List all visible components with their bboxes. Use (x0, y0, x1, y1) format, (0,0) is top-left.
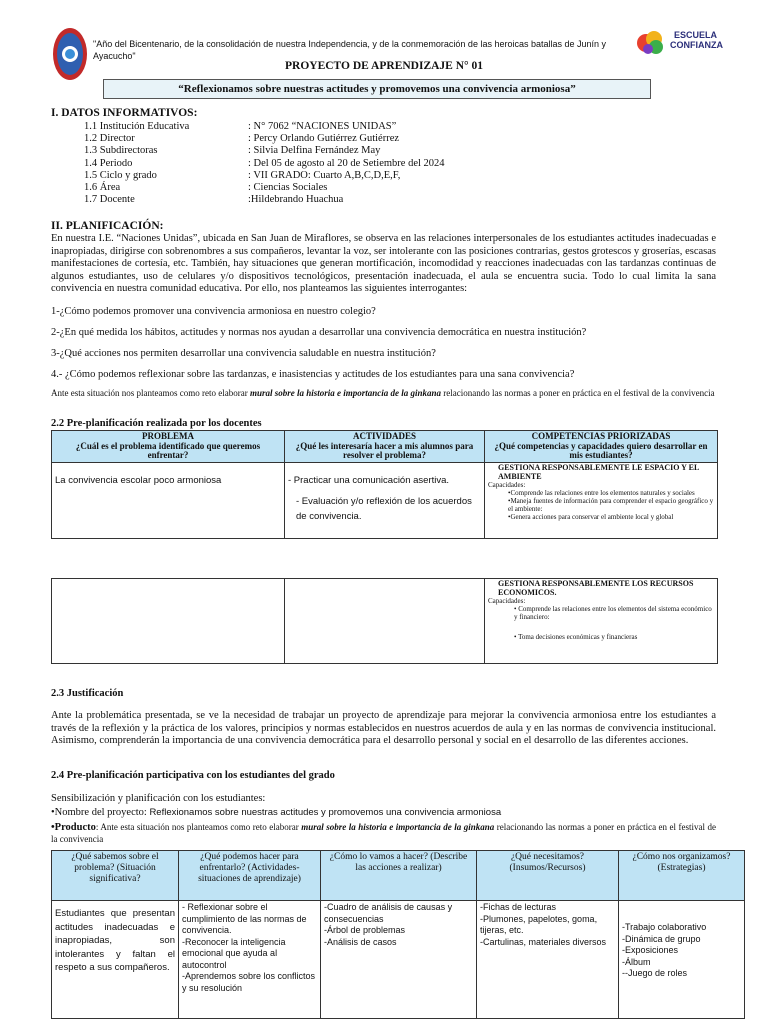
header-motto: "Año del Bicentenario, de la consolidación de nuestra Independencia, y de la conmemoración de las heroicas batallas de Junín y Ayacucho" (93, 39, 607, 61)
justificacion-text: Ante la problemática presentada, se ve la necesidad de trabajar un proyecto de aprendizaje para mejorar la convivencia armoniosa entre los estudiantes a través de la reflexión y la práctica de los valores, principios y normas establecidos en nuestros acuerdos de aula y en las normas de convivencia institucional. Asimismo, comprenderán la importancia de una convivencia democrática para el desarrollo personal y social en el desarrollo de las diferentes acciones. (51, 710, 716, 746)
nombre-proyecto-value: Reflexionamos sobre nuestras actitudes y promovemos una convivencia armoniosa (149, 807, 502, 818)
producto-pre: : Ante esta situación nos planteamos como reto elaborar (95, 822, 302, 832)
competencia-1-cell (485, 463, 718, 539)
school-logo (52, 27, 88, 81)
logo-text-confianza: CONFIANZA (670, 40, 723, 50)
col-problema-sub: ¿Cuál es el problema identificado que queremos enfrentar? (75, 440, 261, 460)
logo-text-escuela: ESCUELA (674, 30, 718, 40)
reto-pre: Ante esta situación nos planteamos como reto elaborar (51, 388, 250, 398)
question-2: 2-¿En qué medida los hábitos, actitudes y normas nos ayudan a desarrollar una convivencia democrática en nuestra institución? (51, 327, 587, 338)
datos-row-value: : Del 05 de agosto al 20 de Setiembre del 2024 (248, 157, 445, 169)
col-problema-header (52, 431, 285, 463)
reto-post: relacionando las normas a poner en práctica en el festival de la convivencia (440, 388, 715, 398)
justificacion-heading: 2.3 Justificación (51, 688, 124, 699)
estrategia-item: --Juego de roles (622, 968, 688, 978)
activities-cell (285, 463, 485, 539)
participativa-line2 (51, 807, 716, 820)
capacidades-label: Capacidades: (488, 481, 526, 489)
problem-cell: La convivencia escolar poco armoniosa (52, 463, 285, 539)
activity-1: - Practicar una comunicación asertiva. (288, 475, 450, 486)
col-competencias-header (485, 431, 718, 463)
col-actividades-sub: ¿Qué les interesaría hacer a mis alumnos para resolver el problema? (295, 440, 474, 460)
estrategias-cell (619, 901, 745, 1019)
competencia-1-cap-1: •Comprende las relaciones entre los elementos naturales y sociales (508, 489, 695, 497)
datos-row-value: : N° 7062 “NACIONES UNIDAS” (248, 121, 397, 132)
estrategia-item: -Trabajo colaborativo (622, 922, 707, 932)
recurso-item: -Cartulinas, materiales diversos (480, 936, 607, 947)
capacidades-label-2: Capacidades: (488, 597, 526, 605)
situacion-cell: Estudiantes que presentan actitudes inadecuadas e inapropiadas, son intolerantes y faltan el respeto a sus compañeros. (52, 901, 179, 1019)
reto-text (51, 388, 716, 399)
competencia-2-cap-1-text: Comprende las relaciones entre los elementos del sistema económico y financiero: (514, 605, 712, 621)
competencia-2-cap-2-text: Toma decisiones económicas y financieras (518, 633, 638, 641)
datos-row-label: 1.1 Institución Educativa (84, 121, 190, 132)
accion-item: -Análisis de casos (324, 936, 397, 947)
participativa-heading: 2.4 Pre-planificación participativa con los estudiantes del grado (51, 770, 335, 781)
question-1: 1-¿Cómo podemos promover una convivencia armoniosa en nuestro colegio? (51, 306, 376, 317)
recurso-item: -Fichas de lecturas (480, 902, 557, 912)
actividad-item: - Reflexionar sobre el cumplimiento de las normas de convivencia. (182, 902, 307, 935)
actividad-item: -Aprendemos sobre los conflictos y su resolución (182, 971, 316, 993)
project-subtitle: “Reflexionamos sobre nuestras actitudes y promovemos una convivencia armoniosa” (103, 79, 651, 99)
estrategia-item: -Álbum (622, 956, 651, 967)
question-3: 3-¿Qué acciones nos permiten desarrollar una convivencia saludable en nuestra institución? (51, 348, 436, 359)
producto-post: relacionando las normas a poner en práctica en el festival de la convivencia (51, 822, 717, 844)
datos-row-value: : Ciencias Sociales (248, 182, 328, 193)
col-que-sabemos: ¿Qué sabemos sobre el problema? (Situación significativa? (52, 851, 179, 901)
question-4: 4.- ¿Cómo podemos reflexionar sobre las tardanzas, e inasistencias y actitudes de los estudiantes para una sana convivencia? (51, 369, 575, 380)
pre-docentes-table-cont (51, 578, 718, 664)
datos-row-value: :Hildebrando Huachua (248, 194, 344, 206)
empty-problem-cell (52, 579, 285, 664)
col-actividades-title: ACTIVIDADES (352, 431, 416, 441)
empty-activity-cell (285, 579, 485, 664)
col-que-necesitamos: ¿Qué necesitamos? (Insumos/Recursos) (477, 851, 619, 901)
datos-row-label: 1.4 Periodo (84, 157, 133, 169)
recursos-cell (477, 901, 619, 1019)
producto-label: •Producto (51, 822, 96, 833)
planificacion-heading: II. PLANIFICACIÓN: (51, 220, 164, 232)
pre-docentes-table (51, 430, 718, 539)
datos-row-label: 1.2 Director (84, 133, 135, 145)
competencia-2-cell (485, 579, 718, 664)
competencia-1-cap-2: •Maneja fuentes de información para comprender el espacio geográfico y el ambiente: (508, 497, 714, 513)
activity-2: - Evaluación y/o reflexión de los acuerdos de convivencia. (296, 496, 472, 522)
col-competencias-sub: ¿Qué competencias y capacidades quiero desarrollar en mis estudiantes? (494, 440, 708, 460)
datos-row-label: 1.6 Área (84, 182, 121, 193)
project-title: PROYECTO DE APRENDIZAJE N° 01 (285, 60, 483, 72)
actividades-cell (179, 901, 321, 1019)
estrategia-item: -Dinámica de grupo (622, 933, 701, 944)
col-problema-title: PROBLEMA (141, 431, 194, 441)
datos-row-label: 1.5 Ciclo y grado (84, 169, 157, 181)
datos-row-label: 1.7 Docente (84, 194, 135, 206)
reto-product: mural sobre la historia e importancia de la ginkana (249, 388, 441, 398)
datos-row-value: : Silvia Delfina Fernández May (248, 145, 381, 157)
col-como-hacer: ¿Cómo lo vamos a hacer? (Describe las acciones a realizar) (321, 851, 477, 901)
estrategia-item: -Exposiciones (622, 945, 679, 955)
competencia-1-cap-3: •Genera acciones para conservar el ambiente local y global (508, 513, 674, 521)
planificacion-intro: En nuestra I.E. “Naciones Unidas”, ubicada en San Juan de Miraflores, se observa en las relaciones interpersonales de los estudiantes actitudes inadecuadas e inapropiadas, dirigirse con sobrenombres a sus compañeros, levantar la voz, ser intolerante con las posiciones contrarias, gestos grotescos y groserías, escasas manifestaciones de cortesía, etc. También, hay situaciones que generan mortificación, incomodidad y reacciones inadecuadas con las tardanzas continuas de algunos estudiantes, uso de celulares y/o dispositivos tecnológicos, presentación inadecuada, el aula se encuentra sucia. Todo lo cual limita la sana convivencia en nuestra comunidad educativa. Por ello, nos planteamos las siguientes interrogantes: (51, 233, 716, 294)
competencia-2-cap-1: • Comprende las relaciones entre los elementos del sistema económico y financiero: (514, 605, 712, 621)
competencia-2-cap-2: • Toma decisiones económicas y financieras (514, 633, 638, 641)
acciones-cell (321, 901, 477, 1019)
datos-row-label: 1.3 Subdirectoras (84, 145, 158, 157)
participativa-line3 (51, 822, 716, 844)
col-competencias-title: COMPETENCIAS PRIORIZADAS (531, 431, 671, 441)
participativa-line1: Sensibilización y planificación con los estudiantes: (51, 793, 266, 804)
datos-heading: I. DATOS INFORMATIVOS: (51, 107, 198, 119)
actividad-item: -Reconocer la inteligencia emocional que ayuda al autocontrol (182, 936, 286, 970)
nombre-proyecto-label: •Nombre del proyecto: (51, 807, 150, 818)
datos-row-value: : Percy Orlando Gutiérrez Gutiérrez (248, 133, 400, 145)
datos-row-value: : VII GRADO: Cuarto A,B,C,D,E,F, (248, 169, 401, 181)
col-actividades-header (285, 431, 485, 463)
accion-item: -Árbol de problemas (324, 925, 406, 935)
competencia-2-title: GESTIONA RESPONSABLEMENTE LOS RECURSOS ECONOMICOS. (498, 579, 694, 597)
col-que-podemos: ¿Qué podemos hacer para enfrentarlo? (Actividades-situaciones de aprendizaje) (179, 851, 321, 901)
recurso-item: -Plumones, papelotes, goma, tijeras, etc. (480, 913, 598, 935)
escuela-confianza-logo (636, 29, 746, 55)
participativa-table (51, 850, 745, 1019)
producto-bold: mural sobre la historia e importancia de la ginkana (301, 822, 495, 832)
col-como-organizamos: ¿Cómo nos organizamos? (Estrategias) (619, 851, 745, 901)
pre-docentes-heading: 2.2 Pre-planificación realizada por los docentes (51, 418, 262, 429)
accion-item: -Cuadro de análisis de causas y consecuencias (324, 902, 453, 924)
competencia-1-title: GESTIONA RESPONSABLEMENTE LE ESPACIO Y EL AMBIENTE (498, 463, 699, 481)
